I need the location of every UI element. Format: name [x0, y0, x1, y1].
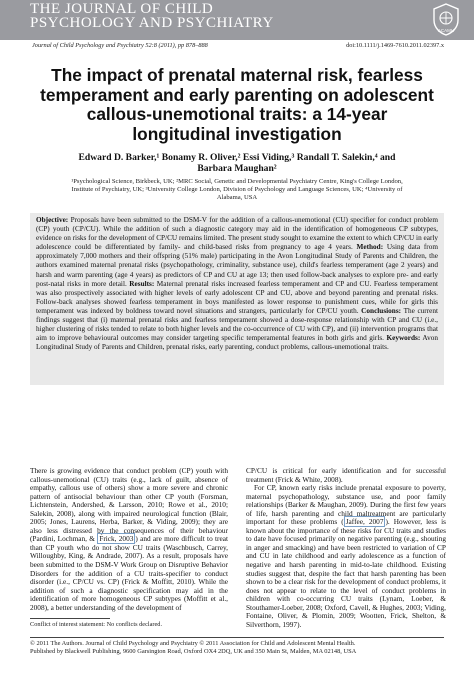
intro-paragraph-1: There is growing evidence that conduct problem (CP) youth with callous-unemotional (CU) traits (e.g., lack of guilt, absence of empathy, callous use of others) show a more severe and chronic pattern of antisocial behaviour than other CP youth (Forsman, Lichtenstein, Andershed, & Larsson, 2010; Rowe et al., 2010; Salekin, 2008), along with impaired neurological function (Blair, 2005; Jones, Laurens, Herba, Barker, & Viding, 2009); they are also less distressed by the consequences of their behaviour (Pardini, Lochman, &: [30, 466, 228, 544]
intro-paragraph-2a: For CP, known early risks include prenatal exposure to poverty, maternal psychopathology, substance use, and poor family relationships (Barker & Maughan, 2009). During the first few years of life, harsh parenting and child maltreatment are particularly important for these problems (: [246, 483, 446, 527]
abstract: [36, 216, 438, 352]
authors-line2: Barbara Maughan²: [197, 163, 277, 174]
results-text: Maternal prenatal risks increased fearless temperament and CP and CU. Fearless temperament was also prospectively associated with higher levels of early adolescent CP and CU, above and beyond parenting and prenatal risks. Follow-back analyses showed fearless temperament in boys manifested as lower response to punishment cues, while for girls this temperament was indexed by boldness toward novel situations and strangers, particularly for CP/CU youth.: [36, 279, 438, 315]
objective-text: Proposals have been submitted to the DSM-V for the addition of a callous-unemotional (CU) specifier for conduct problem (CP) youth (CP/CU). While the addition of such a diagnostic category may aid in the identification of homogeneous CP subtypes, evidence on risks for the development of CP/CU remains limited. The present study sought to examine the extent to which CP/CU in early adolescence could be differentiated by family- and child-based risks from pregnancy to age 4 years.: [36, 216, 438, 252]
conflict-statement: Conflict of interest statement: No conflicts declared.: [30, 621, 163, 628]
journal-masthead: [0, 0, 474, 40]
method-text: Using data from approximately 7,000 mothers and their offspring (51% male) participating in the Avon Longitudinal Study of Parents and Children, the authors examined maternal prenatal risks (psychopathology, criminality, substance use), child's fearless temperament (age 2 years) and harsh and warm parenting (age 4 years) as predictors of CP and CU at age 13; then used follow-back analyses to explore pre- and early post-natal risks in more detail.: [36, 243, 438, 288]
body-column-left: [30, 467, 228, 612]
affiliations: ¹Psychological Science, Birkbeck, UK; ²MRC Social, Genetic and Developmental Psychiatry Centre, King's College London, Institute of Psychiatry, UK; ³University College London, Division of Psychology and Language Sciences, UK; ⁴University of Alabama, USA: [71, 178, 403, 201]
copyright-line1: © 2011 The Authors. Journal of Child Psychology and Psychiatry © 2011 Association for Child and Adolescent Mental Health.: [30, 640, 356, 647]
intro-paragraph-2b: ). However, less is known about the importance of these risks for CU traits and studies to date have focused primarily on negative parenting (e.g., shouting in anger and smacking) and have been restricted to variation of CP and CU in late childhood and early adolescence as a function of negative and harsh parenting in mid-to-late childhood. Existing studies suggest that, despite the fact that harsh parenting has been shown to be a clear risk for the development of conduct problems, it does not appear to relate to the level of conduct problems in children with co-occurring CU traits (Lynam, Loeber, & Stouthamer-Loeber, 2008; Oxford, Cavell, & Hughes, 2003; Viding, Fontaine, Oliver, & Plomin, 2009; Wootten, Frick, Shelton, & Silverthorn, 1997).: [246, 517, 446, 629]
keywords-text: Avon Longitudinal Study of Parents and Children, prenatal risks, early parenting, conduct problems, callous-unemotional traits.: [36, 334, 438, 352]
acamh-seal-icon: [432, 3, 460, 36]
copyright-footer: [30, 640, 450, 656]
objective-label: Objective:: [36, 216, 69, 224]
method-label: Method:: [356, 243, 384, 252]
doi: doi:10.1111/j.1469-7610.2011.02397.x: [346, 42, 444, 49]
intro-paragraph-cont: CP/CU is critical for early identification and for successful treatment (Frick & White, 2008).: [246, 466, 446, 484]
copyright-line2: Published by Blackwell Publishing, 9600 Garsington Road, Oxford OX4 2DQ, UK and 350 Main St, Malden, MA 02148, USA: [30, 648, 357, 655]
journal-citation: Journal of Child Psychology and Psychiatry 52:8 (2011), pp 878–888: [32, 42, 208, 49]
keywords-label: Keywords:: [386, 334, 421, 343]
footnote-divider: [30, 618, 110, 619]
intro-paragraph-2: [246, 484, 446, 629]
citation-link[interactable]: Frick, 2003: [99, 534, 134, 544]
logo-label: ACAMH: [437, 28, 455, 33]
author-list: [40, 152, 434, 174]
footer-divider: [30, 637, 444, 638]
conclusions-label: Conclusions:: [361, 306, 402, 315]
intro-paragraph-1-cont: ) and are more difficult to treat than CP youth who do not show CU traits (Waschbusch, Carrey, Willoughby, King, & Andrade, 2007). As a result, proposals have been submitted to the DSM-V Work Group on Disruptive Behavior Disorders for the addition of a CU traits-specifier to conduct disorder (i.e., CP/CU vs. CP) (Frick & Moffitt, 2010). While the addition of such a diagnostic specification may aid in the identification of more homogeneous CP subtypes (Moffitt et al., 2008), a better understanding of the development of: [30, 534, 228, 612]
journal-name-line2: PSYCHOLOGY AND PSYCHIATRY: [30, 15, 274, 31]
body-column-right: [246, 467, 446, 629]
results-label: Results:: [129, 279, 155, 288]
conclusions-text: The current findings suggest that (i) maternal prenatal risks and fearless temperament showed a dose-response relationship with CP and CU (i.e., higher clustering of risks tended to relate to both higher levels and the co-occurrence of CU with CP), and (ii) intervention programs that aim to improve behavioural outcomes may consider targeting specific temperamental features in both girls and girls.: [36, 306, 438, 343]
journal-name-line1: THE JOURNAL OF CHILD: [30, 1, 214, 17]
article-title: The impact of prenatal maternal risk, fearless temperament and early parenting on adolescent callous-unemotional traits: a 14-year longitudinal investigation: [40, 65, 434, 144]
citation-link-jaffee[interactable]: Jaffee, 2007: [345, 517, 384, 527]
authors-line1: Edward D. Barker,¹ Bonamy R. Oliver,² Essi Viding,³ Randall T. Salekin,⁴ and: [78, 152, 396, 163]
